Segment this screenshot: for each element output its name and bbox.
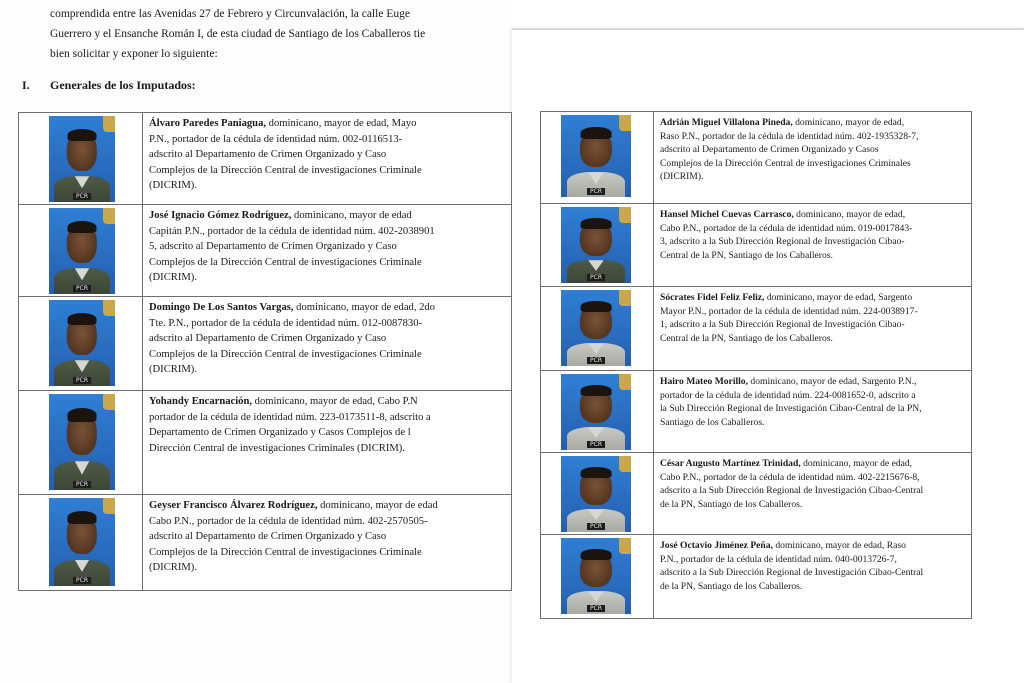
defendant-name: Yohandy Encarnación,	[149, 396, 253, 407]
police-seal-icon	[103, 498, 115, 514]
photo-tag: PCR	[587, 441, 605, 448]
description-line: (DICRIM).	[149, 562, 197, 574]
description-cell	[654, 535, 972, 619]
description-line: dominicano, mayor de edad,	[793, 209, 906, 220]
photo-cell	[19, 113, 143, 205]
defendant-name: César Augusto Martínez Trinidad,	[660, 458, 801, 469]
intro-line: Guerrero y el Ensanche Román I, de esta ciudad de Santiago de los Caballeros tie	[50, 28, 426, 40]
description-cell	[654, 287, 972, 371]
description-line: Raso P.N., portador de la cédula de identidad núm. 402-1935328-7,	[660, 130, 919, 142]
intro-paragraph	[50, 4, 510, 64]
description-line: (DICRIM).	[660, 171, 704, 182]
description-line: dominicano, mayor de edad	[291, 210, 412, 221]
section-title: Generales de los Imputados:	[50, 78, 196, 92]
defendant-photo	[49, 394, 115, 490]
description-line: (DICRIM).	[149, 272, 197, 284]
photo-cell	[541, 535, 654, 619]
police-seal-icon	[619, 207, 631, 223]
description-line: Complejos de la Dirección Central de investigaciones Criminales	[660, 157, 911, 169]
section-heading	[22, 78, 196, 93]
defendant-photo	[49, 300, 115, 386]
photo-cell	[19, 205, 143, 297]
defendant-photo	[49, 208, 115, 294]
table-row	[541, 287, 972, 371]
description-cell	[654, 112, 972, 204]
description-line: dominicano, mayor de edad,	[792, 117, 905, 128]
police-seal-icon	[619, 456, 631, 472]
defendant-photo	[49, 116, 115, 202]
description-line: Dirección Central de investigaciones Criminales (DICRIM).	[149, 442, 405, 454]
photo-tag: PCR	[587, 188, 605, 195]
defendant-name: Domingo De Los Santos Vargas,	[149, 302, 294, 313]
photo-cell	[19, 495, 143, 591]
defendant-photo	[561, 290, 631, 366]
defendant-name: José Octavio Jiménez Peña,	[660, 540, 773, 551]
photo-cell	[541, 112, 654, 204]
description-line: dominicano, mayor de edad	[317, 500, 438, 511]
description-line: Departamento de Crimen Organizado y Casos Complejos de l	[149, 427, 411, 439]
description-line: Complejos de la Dirección Central de investigaciones Criminale	[149, 164, 422, 176]
police-seal-icon	[103, 300, 115, 316]
description-line: dominicano, mayor de edad,	[800, 458, 913, 469]
defendant-name: Álvaro Paredes Paniagua,	[149, 118, 267, 129]
description-line: Central de la PN, Santiago de los Caballeros.	[660, 332, 833, 344]
description-line: adscrito al Departamento de Crimen Organizado y Caso	[149, 333, 387, 345]
description-line: adscrito al Departamento de Crimen Organizado y Caso	[149, 149, 387, 161]
police-seal-icon	[619, 290, 631, 306]
description-cell	[143, 391, 512, 495]
photo-tag: PCR	[73, 377, 91, 384]
description-line: Cabo P.N., portador de la cédula de identidad núm. 019-0017843-	[660, 222, 913, 234]
defendant-photo	[561, 374, 631, 450]
description-cell	[143, 113, 512, 205]
description-line: 3, adscrito a la Sub Dirección Regional de Investigación Cibao-	[660, 236, 905, 247]
description-line: adscrito a la Sub Dirección Regional de Investigación Cibao-Central	[660, 485, 924, 496]
defendant-photo	[561, 207, 631, 283]
description-line: dominicano, mayor de edad, Cabo P.N	[252, 396, 418, 407]
description-line: (DICRIM).	[149, 364, 197, 376]
table-row	[541, 112, 972, 204]
intro-line: comprendida entre las Avenidas 27 de Febrero y Circunvalación, la calle Euge	[50, 8, 410, 20]
description-line: P.N., portador de la cédula de identidad núm. 040-0013726-7,	[660, 553, 897, 565]
description-line: adscrito al Departamento de Crimen Organizado y Casos	[660, 144, 879, 155]
description-line: Mayor P.N., portador de la cédula de identidad núm. 224-0038917-	[660, 305, 918, 317]
table-row	[541, 204, 972, 287]
table-row	[19, 297, 512, 391]
description-line: Capitán P.N., portador de la cédula de identidad núm. 402-2038901	[149, 225, 435, 237]
description-line: dominicano, mayor de edad, 2do	[293, 302, 436, 313]
photo-cell	[541, 287, 654, 371]
description-line: 5, adscrito al Departamento de Crimen Organizado y Caso	[149, 241, 397, 253]
description-line: de la PN, Santiago de los Caballeros.	[660, 498, 803, 510]
table-row	[541, 453, 972, 535]
defendant-name: Adrián Miguel Villalona Pineda,	[660, 117, 793, 128]
description-line: portador de la cédula de identidad núm. 223-0173511-8, adscrito a	[149, 411, 431, 423]
description-cell	[654, 204, 972, 287]
photo-cell	[19, 391, 143, 495]
photo-tag: PCR	[587, 605, 605, 612]
table-row	[19, 495, 512, 591]
description-cell	[654, 371, 972, 453]
defendant-name: José Ignacio Gómez Rodríguez,	[149, 210, 292, 221]
description-line: portador de la cédula de identidad núm. 224-0081652-0, adscrito a	[660, 389, 916, 401]
description-line: Complejos de la Dirección Central de investigaciones Criminale	[149, 348, 422, 360]
photo-tag: PCR	[587, 274, 605, 281]
table-row	[19, 113, 512, 205]
description-cell	[143, 205, 512, 297]
police-seal-icon	[619, 374, 631, 390]
table-row	[19, 391, 512, 495]
police-seal-icon	[103, 116, 115, 132]
description-line: dominicano, mayor de edad, Sargento	[764, 292, 913, 303]
police-seal-icon	[619, 538, 631, 554]
photo-cell	[541, 371, 654, 453]
defendant-name: Hansel Michel Cuevas Carrasco,	[660, 209, 794, 220]
police-seal-icon	[103, 394, 115, 410]
description-line: Cabo P.N., portador de la cédula de identidad núm. 402-2215676-8,	[660, 471, 920, 483]
description-line: la Sub Dirección Regional de Investigación Cibao-Central de la PN,	[660, 403, 922, 414]
description-line: Complejos de la Dirección Central de investigaciones Criminale	[149, 256, 422, 268]
photo-tag: PCR	[73, 193, 91, 200]
description-line: dominicano, mayor de edad, Raso	[772, 540, 906, 551]
defendant-name: Hairo Mateo Morillo,	[660, 376, 749, 387]
description-line: P.N., portador de la cédula de identidad núm. 002-0116513-	[149, 133, 403, 145]
defendant-photo	[561, 456, 631, 532]
photo-tag: PCR	[587, 523, 605, 530]
description-line: Central de la PN, Santiago de los Caballeros.	[660, 249, 833, 261]
description-line: (DICRIM).	[149, 180, 197, 192]
description-cell	[143, 495, 512, 591]
photo-cell	[541, 453, 654, 535]
description-line: 1, adscrito a la Sub Dirección Regional de Investigación Cibao-	[660, 319, 905, 330]
photo-tag: PCR	[73, 481, 91, 488]
description-line: Santiago de los Caballeros.	[660, 416, 765, 428]
right-defendants-table	[540, 111, 972, 619]
description-line: dominicano, mayor de edad, Mayo	[266, 118, 417, 129]
table-row	[19, 205, 512, 297]
description-line: dominicano, mayor de edad, Sargento P.N.,	[748, 376, 917, 387]
defendant-name: Sócrates Fidel Feliz Feliz,	[660, 292, 765, 303]
description-line: adscrito al Departamento de Crimen Organizado y Caso	[149, 531, 387, 543]
police-seal-icon	[619, 115, 631, 131]
defendant-photo	[561, 538, 631, 614]
photo-cell	[19, 297, 143, 391]
description-line: adscrito a la Sub Dirección Regional de Investigación Cibao-Central	[660, 567, 924, 578]
photo-tag: PCR	[73, 577, 91, 584]
description-line: Complejos de la Dirección Central de investigaciones Criminale	[149, 546, 422, 558]
photo-cell	[541, 204, 654, 287]
description-cell	[654, 453, 972, 535]
table-row	[541, 371, 972, 453]
photo-tag: PCR	[73, 285, 91, 292]
description-line: Tte. P.N., portador de la cédula de identidad núm. 012-0087830-	[149, 317, 423, 329]
police-seal-icon	[103, 208, 115, 224]
left-defendants-table	[18, 112, 512, 591]
defendant-photo	[561, 115, 631, 197]
defendant-photo	[49, 498, 115, 586]
section-number: I.	[22, 78, 30, 92]
intro-line: bien solicitar y exponer lo siguiente:	[50, 48, 218, 60]
table-row	[541, 535, 972, 619]
description-line: Cabo P.N., portador de la cédula de identidad núm. 402-2570505-	[149, 515, 428, 527]
defendant-name: Geyser Francisco Álvarez Rodríguez,	[149, 500, 318, 511]
photo-tag: PCR	[587, 357, 605, 364]
description-line: de la PN, Santiago de los Caballeros.	[660, 580, 803, 592]
description-cell	[143, 297, 512, 391]
